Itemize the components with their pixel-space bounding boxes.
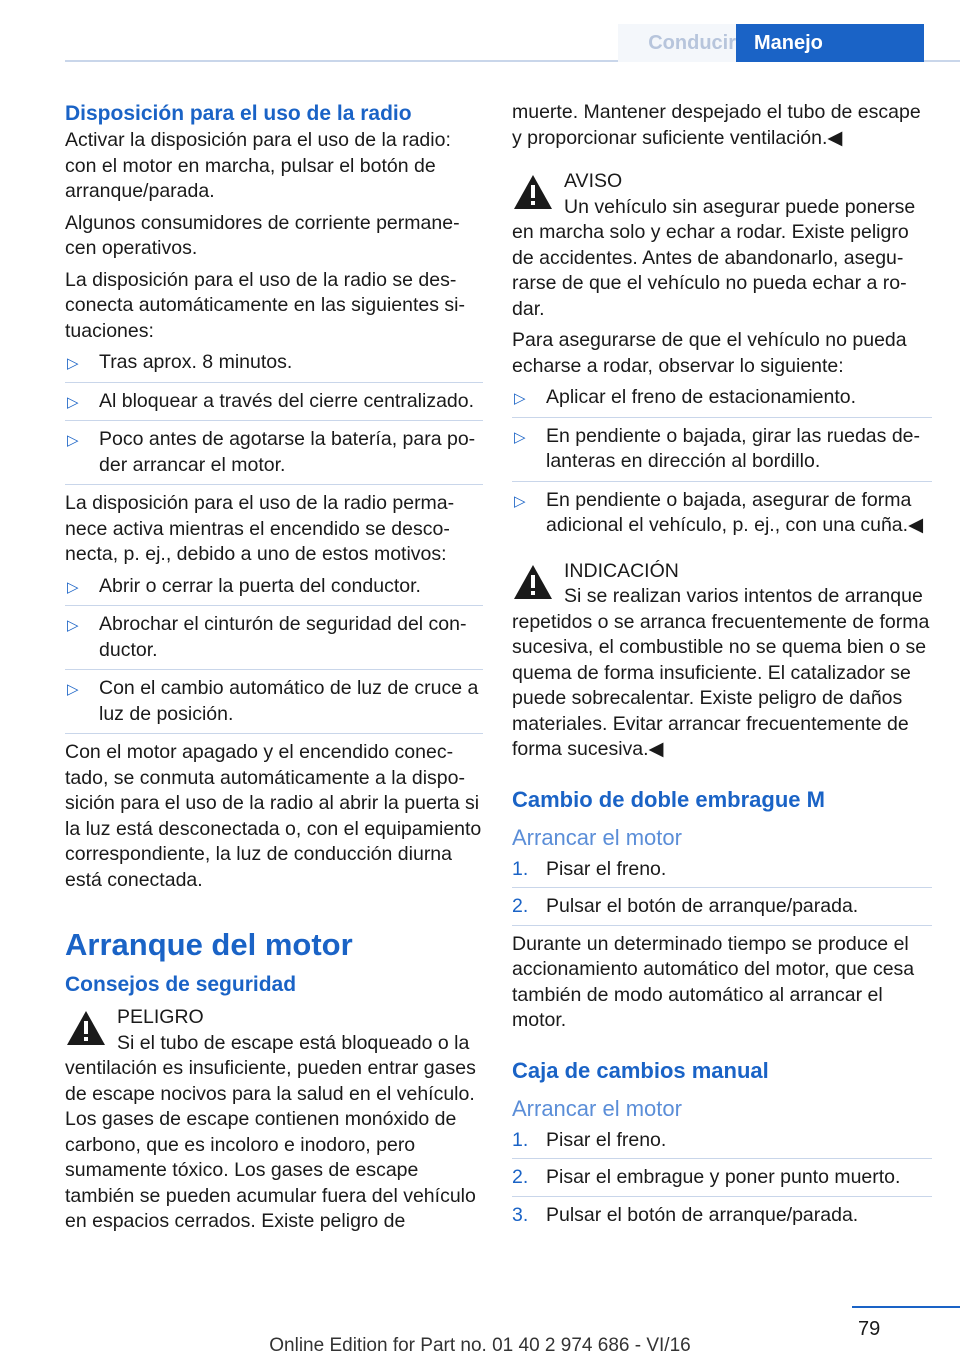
list-item: 2. Pulsar el botón de arranque/parada. — [512, 894, 932, 926]
list-item: ▷ En pendiente o bajada, asegurar de forma adicional el vehículo, p. ej., con una cuña.◀ — [514, 488, 924, 536]
warning-text: Un vehículo sin asegurar puede ponerse en marcha solo y echar a rodar. Existe peligro de accidentes. Antes de abandonarlo, asegurarse de que el vehículo no pueda echar a rodar. — [512, 195, 916, 320]
paragraph: Algunos consumidores de corriente permanecen operativos. — [65, 211, 460, 259]
aviso-warning — [512, 169, 932, 322]
list-item: ▷ Abrochar el cinturón de seguridad del conductor. — [65, 612, 483, 670]
list-item: 1. Pisar el freno. — [512, 1128, 932, 1160]
paragraph: Para asegurarse de que el vehículo no pueda echarse a rodar, observar lo siguiente: — [512, 329, 907, 377]
triangle-bullet-icon: ▷ — [67, 617, 79, 634]
list-item: ▷ Abrir o cerrar la puerta del conductor. — [65, 574, 483, 607]
triangle-bullet-icon: ▷ — [67, 432, 79, 449]
triangle-bullet-icon: ▷ — [514, 390, 526, 407]
indicacion-notice — [512, 559, 932, 763]
warning-triangle-icon — [65, 1009, 107, 1047]
right-column — [512, 100, 932, 1239]
warning-triangle-icon — [512, 563, 554, 601]
warning-title: PELIGRO — [117, 1006, 204, 1028]
paragraph: La disposición para el uso de la radio permanece activa mientras el encendido se desconecta, p. ej., debido a uno de estos motivos: — [65, 492, 455, 565]
page-number: 79 — [858, 1318, 881, 1340]
triangle-bullet-icon: ▷ — [67, 355, 79, 372]
start-engine-heading: Arrancar el motor — [512, 1095, 682, 1121]
list-item: ▷ Al bloquear a través del cierre centralizado. — [65, 389, 483, 422]
steps-list — [512, 1128, 932, 1234]
warning-text: Si el tubo de escape está bloqueado o la ventilación es insuficiente, pueden entrar gases de escape nocivos para la salud en el vehículo. Los gases de escape contienen monóxido de carbono, que es incoloro e inodoro, pero sumamente tóxico. Los gases de escape también se pueden acumular fuera del vehículo en espacios cerrados. Existe peligro de — [65, 1031, 476, 1232]
list-item: ▷ Tras aprox. 8 minutos. — [65, 350, 483, 383]
triangle-bullet-icon: ▷ — [514, 492, 526, 510]
manual-heading: Caja de cambios manual — [512, 1057, 769, 1083]
warning-title: INDICACIÓN — [564, 559, 679, 582]
warning-triangle-icon — [512, 173, 554, 211]
dct-heading: Cambio de doble embrague M — [512, 786, 825, 812]
danger-warning — [65, 1005, 483, 1235]
paragraph: Activar la disposición para el uso de la radio: con el motor en marcha, pulsar el botón de arranque/parada. — [65, 129, 451, 202]
list-item: ▷ Aplicar el freno de estacionamiento. — [512, 385, 932, 418]
steps-list — [512, 857, 932, 926]
paragraph: Con el motor apagado y el encendido conectado, se conmuta automáticamente a la disposición para el uso de la radio al abrir la puerta si la luz está desconectada o, con el equipamiento correspondiente, la luz de conducción diurna está conectada. — [65, 741, 482, 891]
list-item: ▷ En pendiente o bajada, girar las ruedas delanteras en dirección al bordillo. — [512, 424, 932, 482]
tab-manejo[interactable]: Manejo — [736, 24, 924, 62]
radio-heading: Disposición para el uso de la radio — [65, 102, 412, 125]
paragraph: Durante un determinado tiempo se produce el accionamiento automático del motor, que cesa también de modo automático al arrancar el motor. — [512, 932, 915, 1031]
paragraph: La disposición para el uso de la radio se desconecta automáticamente en las siguientes situaciones: — [65, 268, 465, 342]
footer-rule — [852, 1306, 960, 1308]
bullet-list — [65, 574, 483, 735]
list-item: 1. Pisar el freno. — [512, 857, 932, 889]
triangle-bullet-icon: ▷ — [67, 393, 79, 411]
left-column — [65, 100, 483, 1241]
tab-conducir[interactable]: Conducir — [618, 24, 754, 62]
bullet-list — [65, 350, 483, 485]
bullet-list — [512, 385, 932, 545]
paragraph: muerte. Mantener despejado el tubo de escape y proporcionar suficiente ventilación.◀ — [512, 101, 921, 149]
list-item: 3. Pulsar el botón de arranque/parada. — [512, 1203, 859, 1226]
section-title: Arranque del motor — [65, 927, 353, 962]
start-engine-heading: Arrancar el motor — [512, 824, 682, 850]
list-item: ▷ Con el cambio automático de luz de cruce a luz de posición. — [65, 676, 483, 734]
warning-title: AVISO — [564, 170, 623, 192]
triangle-bullet-icon: ▷ — [67, 681, 79, 698]
warning-text: Si se realizan varios intentos de arranque repetidos o se arranca frecuentemente de forma sucesiva, el combustible no se quema bien o se quema de forma insuficiente. El catalizador se puede sobrecalentar. Existe peligro de daños materiales. Evitar arrancar frecuentemente de forma sucesiva.◀ — [512, 585, 930, 760]
safety-heading: Consejos de seguridad — [65, 973, 297, 996]
list-item: ▷ Poco antes de agotarse la batería, para poder arrancar el motor. — [65, 427, 483, 485]
list-item: 2. Pisar el embrague y poner punto muerto. — [512, 1165, 932, 1197]
edition-footer: Online Edition for Part no. 01 40 2 974 686 - VI/16 — [269, 1335, 691, 1356]
triangle-bullet-icon: ▷ — [67, 578, 79, 596]
triangle-bullet-icon: ▷ — [514, 428, 526, 446]
